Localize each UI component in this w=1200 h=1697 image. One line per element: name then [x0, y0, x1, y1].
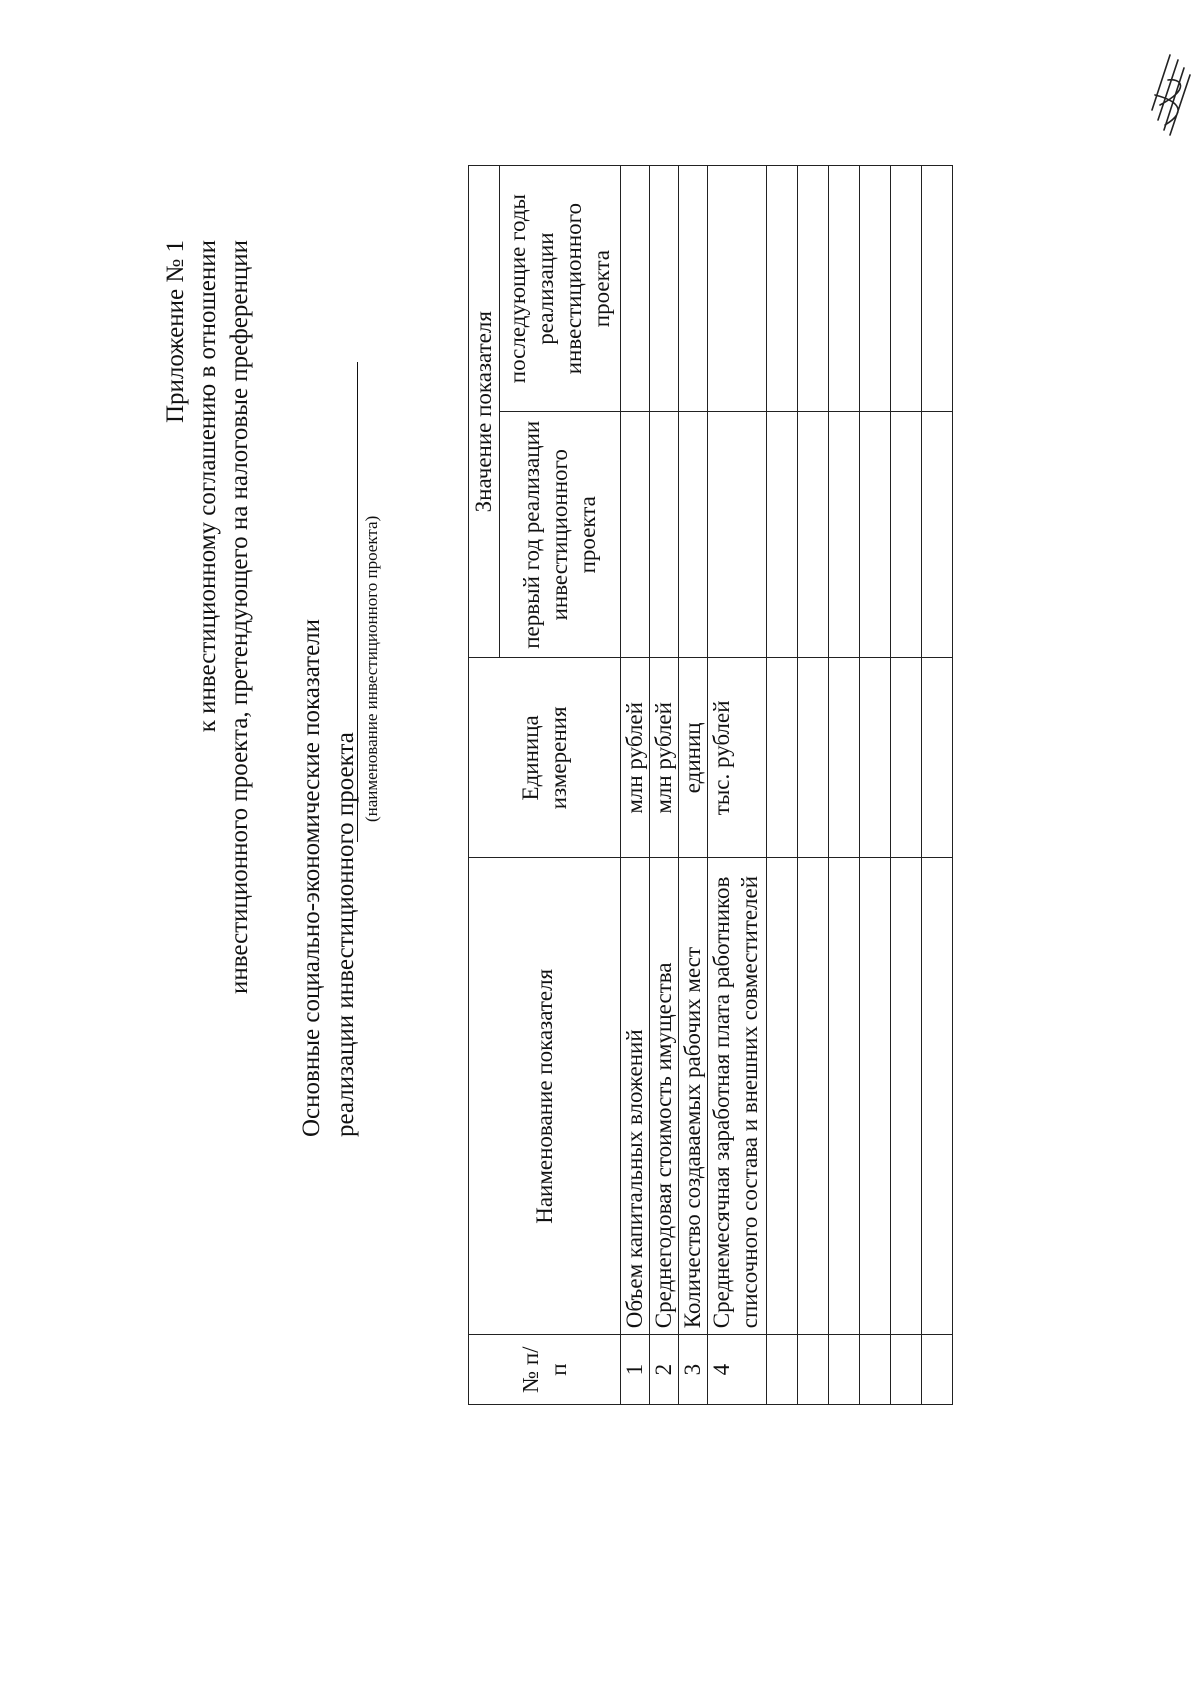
row-unit: млн рублей	[621, 658, 650, 858]
indicators-table	[468, 165, 953, 1405]
row-value-first[interactable]	[708, 412, 767, 658]
row-unit: млн рублей	[650, 658, 679, 858]
appendix-ref-line1: к инвестиционному соглашению в отношении	[194, 240, 221, 733]
row-value-first[interactable]	[621, 412, 650, 658]
table-row	[621, 166, 650, 1405]
document-title: Основные социально-экономические показатели	[298, 618, 325, 1137]
col-header-value-next: последующие годы реализации инвестиционного проекта	[500, 166, 621, 412]
appendix-ref-line2: инвестиционного проекта, претендующего на налоговые преференции	[226, 240, 253, 995]
row-num: 1	[621, 1335, 650, 1405]
empty-row	[922, 166, 953, 1405]
row-num: 4	[708, 1335, 767, 1405]
row-name: Среднегодовая стоимость имущества	[650, 858, 679, 1335]
table-row	[650, 166, 679, 1405]
row-value-next[interactable]	[650, 166, 679, 412]
row-value-next[interactable]	[708, 166, 767, 412]
row-name: Объем капитальных вложений	[621, 858, 650, 1335]
col-header-name: Наименование показателя	[469, 858, 621, 1335]
col-header-unit: Единица измерения	[469, 658, 621, 858]
row-value-next[interactable]	[679, 166, 708, 412]
row-unit: тыс. рублей	[708, 658, 767, 858]
appendix-number: Приложение № 1	[162, 240, 189, 424]
empty-row	[798, 166, 829, 1405]
table-row	[679, 166, 708, 1405]
row-name	[708, 858, 767, 1335]
row-name-line2: списочного состава и внешних совместителей	[737, 875, 762, 1329]
project-name-hint: (наименование инвестиционного проекта)	[362, 515, 381, 822]
empty-row	[860, 166, 891, 1405]
row-num: 3	[679, 1335, 708, 1405]
row-unit: единиц	[679, 658, 708, 858]
empty-row	[829, 166, 860, 1405]
row-value-next[interactable]	[621, 166, 650, 412]
empty-row	[767, 166, 798, 1405]
empty-row	[891, 166, 922, 1405]
col-header-value-group: Значение показателя	[469, 166, 500, 658]
row-name: Количество создаваемых рабочих мест	[679, 858, 708, 1335]
handwritten-signature	[1140, 50, 1200, 140]
row-num: 2	[650, 1335, 679, 1405]
document-subtitle: реализации инвестиционного проекта	[332, 732, 359, 1137]
row-name-line1: Среднемесячная заработная плата работников	[709, 876, 734, 1329]
table-row	[708, 166, 767, 1405]
col-header-num: № п/п	[469, 1335, 621, 1405]
project-name-blank[interactable]	[356, 362, 358, 842]
row-value-first[interactable]	[679, 412, 708, 658]
row-value-first[interactable]	[650, 412, 679, 658]
col-header-value-first: первый год реализации инвестиционного проекта	[500, 412, 621, 658]
